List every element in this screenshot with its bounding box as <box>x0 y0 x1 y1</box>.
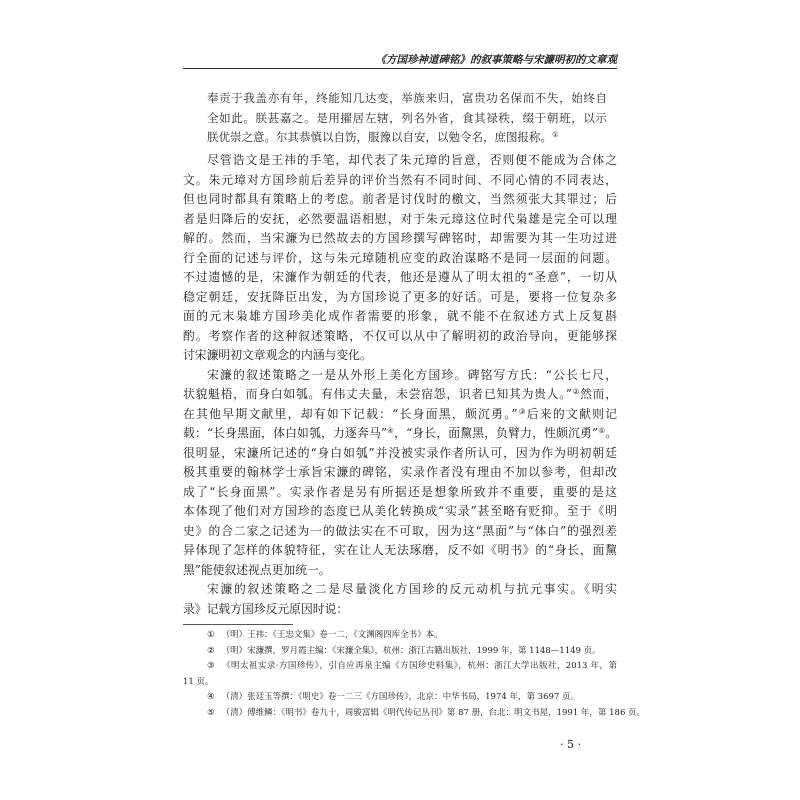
body-line: 录》记载方国珍反元原因时说： <box>183 601 349 616</box>
quote-line <box>207 128 607 148</box>
body-text-segment: 载：“长身黑面，体白如瓠，力逐奔马” <box>183 426 387 440</box>
footnote <box>183 706 646 722</box>
block-quote <box>207 89 607 148</box>
body-line <box>183 405 617 425</box>
footnote-ref: ③ <box>517 406 527 416</box>
body-text-segment: ，“身长，面黧黑，负臂力，性颇沉勇” <box>394 426 599 440</box>
body-line: 但也同时都具有策略上的考虑。前者是讨伐时的檄文，当然须张大其罪过；后 <box>183 192 617 206</box>
body-line: 很明显，宋濂所记述的“身白如瓠”并没被实录作者所认可，因为作为明初朝廷 <box>183 445 617 460</box>
footnote-line <box>183 659 617 675</box>
body-line: 极其重要的翰林学士承旨宋濂的碑铭，实录作者没有理由不加以参考，但却改 <box>183 465 617 479</box>
body-line: 黑”能使叙述视点更加统一。 <box>183 562 331 577</box>
body-text-segment: 后来的文献则记 <box>526 406 617 421</box>
footnote-text: （明）宋濂撰，罗月霞主编：《宋濂全集》，杭州：浙江古籍出版社，1999 年，第 1148—1149 页。 <box>221 645 601 656</box>
footnote-marker: ⑤ <box>207 707 215 718</box>
footnote-marker: ③ <box>207 661 216 672</box>
running-head: 《方国珍神道碑铭》的叙事策略与宋濂明初的文章观 <box>375 54 617 66</box>
body-line: 宋濂的叙述策略之二是尽量淡化方国珍的反元动机与抗元事实。《明实 <box>207 582 617 596</box>
body-text-segment: 然而， <box>580 387 617 401</box>
footnote-text: （明）王祎：《王忠文集》卷一二，《文渊阁四库全书》本。 <box>221 630 443 640</box>
body-line: 者是归降后的安抚，必然要温语相慰，对于朱元璋这位时代枭雄是完全可以理 <box>183 211 617 226</box>
body-text-segment: 在其他早期文献里，却有如下记载：“长身面黑，颇沉勇。” <box>183 406 518 421</box>
footnote-ref: ② <box>571 387 581 396</box>
body-text-segment: 状貌魁梧，而身白如瓠。有伟丈夫量，未尝宿怨，识者已知其为贵人。” <box>183 387 572 401</box>
body-line: 异体现了怎样的体貌特征，实在让人无法琢磨，反不如《明书》的“身长，面黧 <box>183 543 617 557</box>
footnote-text: 11 页。 <box>183 676 214 687</box>
body-text <box>183 151 617 619</box>
body-line: 文。朱元璋对方国珍前后差异的评价当然有不同时间、不同心情的不同表达， <box>183 172 617 187</box>
body-text-segment: 。 <box>605 426 617 440</box>
footnote <box>183 659 617 690</box>
footnote-line <box>183 675 617 691</box>
paragraph <box>183 580 617 619</box>
quote-text: 朕优崇之意。尔其恭慎以自饬，服豫以自安，以勉令名，庶图报称。 <box>207 130 552 144</box>
footnote-marker: ① <box>207 630 215 640</box>
footnote-text: （清）傅维鳞：《明书》卷九十，周骏富辑《明代传记丛刊》第 87 册，台北：明文书屋，1991 年，第 186 页。 <box>221 707 646 718</box>
body-line: 酌。考察作者的这种叙述策略，不仅可以从中了解明初的政治导向，更能够探 <box>183 328 617 343</box>
body-line: 不过遗憾的是，宋濂作为朝廷的代表，他还是遵从了明太祖的“圣意”，一切从 <box>183 270 617 284</box>
page-number: · 5 · <box>560 738 581 751</box>
footnote <box>183 644 617 660</box>
footnote-ref: ① <box>552 130 559 139</box>
paragraph <box>183 366 617 581</box>
footnote-marker: ④ <box>207 692 215 703</box>
body-line: 解的。然而，当宋濂为已然故去的方国珍撰写碑铭时，却需要为其一生功过进 <box>183 231 617 245</box>
footnote-marker: ② <box>207 645 215 656</box>
quote-line: 奉贡于我盖亦有年，终能知几达变，举族来归，富贵功名保而不失，始终自 <box>207 91 607 105</box>
body-line: 面的元末枭雄方国珍美化成作者需要的形象，就不能不在叙述方式上反复斟 <box>183 309 617 323</box>
footnote <box>183 690 617 706</box>
quote-line: 全如此。朕甚嘉之。是用擢居左辖，列名外省，食其禄秩，缀于朝班，以示 <box>207 110 607 125</box>
footnote-rule <box>183 624 293 625</box>
footnote-text: 《明太祖实录·方国珍传》，引自应再泉主编《方国珍史料集》，杭州：浙江大学出版社，2013 年，第 <box>222 661 617 672</box>
header-rule <box>183 68 617 69</box>
footnotes <box>183 628 646 722</box>
body-line: 史》的合二家之记述为一的做法实在不可取，因为这“黑面”与“体白”的强烈差 <box>183 523 617 538</box>
paragraph <box>183 151 617 366</box>
footnote-ref: ⑤ <box>598 426 606 435</box>
body-line: 稳定朝廷，安抚降臣出发，为方国珍说了更多的好话。可是，要将一位复杂多 <box>183 289 617 304</box>
footnote-text: （清）张廷玉等撰：《明史》卷一二三《方国珍传》，北京：中华书局，1974 年，第 3697 页。 <box>221 692 579 703</box>
body-line: 行全面的记述与评价，这与朱元璋随机应变的政治谋略不是同一层面的问题。 <box>183 250 617 265</box>
body-line: 讨宋濂明初文章观念的内涵与变化。 <box>183 348 372 362</box>
body-line: 尽管诰文是王祎的手笔，却代表了朱元璋的旨意，否则便不能成为合体之 <box>207 153 617 167</box>
body-line: 宋濂的叙述策略之一是从外形上美化方国珍。碑铭写方氏：“公长七尺， <box>207 367 617 382</box>
body-line: 本体现了他们对方国珍的态度已从美化转换成“实录”甚至略有贬抑。至于《明 <box>183 504 617 518</box>
body-line: 成了“长身面黑”。实录作者是另有所据还是想象所致并不重要，重要的是这 <box>183 484 617 499</box>
footnote <box>183 628 617 644</box>
body-line <box>183 385 617 405</box>
footnote-ref: ④ <box>386 426 395 435</box>
body-line <box>183 424 617 444</box>
